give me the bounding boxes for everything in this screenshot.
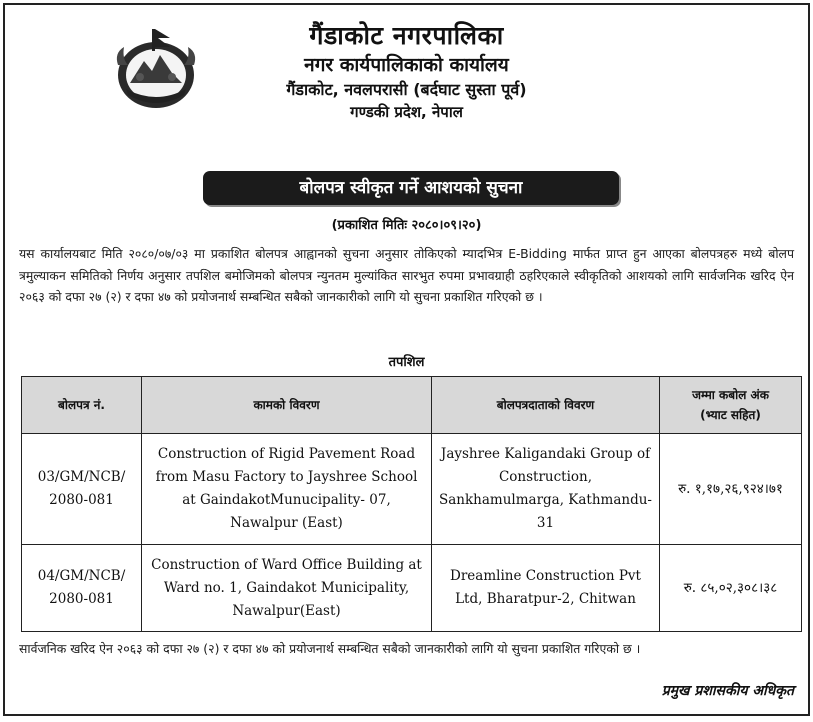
amount-cell: रु. १,१७,२६,९२४।७१ <box>660 434 802 545</box>
col-work-description: कामको विवरण <box>142 377 432 434</box>
bid-number-cell <box>22 545 142 632</box>
col-amount-vat: (भ्याट सहित) <box>700 408 761 422</box>
bid-number-line2: 2080-081 <box>49 492 114 508</box>
bidder-cell: Jayshree Kaligandaki Group of Construction, Sankhamulmarga, Kathmandu-31 <box>432 434 660 545</box>
amount-cell: रु. ८५,०२,३०८।३८ <box>660 545 802 632</box>
table-row <box>22 545 802 632</box>
notice-page <box>3 3 810 716</box>
col-amount-label: जम्मा कबोल अंक <box>692 388 769 402</box>
col-bid-no: बोलपत्र नं. <box>22 377 142 434</box>
office-name: नगर कार्यपालिकाको कार्यालय <box>304 54 509 76</box>
org-name: गैंडाकोट नगरपालिका <box>309 21 504 50</box>
table-header-row <box>22 377 802 434</box>
bid-number-cell <box>22 434 142 545</box>
province-country: गण्डकी प्रदेश, नेपाल <box>350 103 463 121</box>
signatory: प्रमुख प्रशासकीय अधिकृत <box>661 683 794 699</box>
published-date: (प्रकाशित मितिः २०८०।०९।२०) <box>331 218 482 233</box>
col-bidder: बोलपत्रदाताको विवरण <box>432 377 660 434</box>
bid-number-line1: 04/GM/NCB/ <box>37 568 126 584</box>
bid-number-line2: 2080-081 <box>49 591 114 607</box>
bid-number-line1: 03/GM/NCB/ <box>37 469 126 485</box>
bid-table <box>21 376 802 632</box>
table-heading: तपशिल <box>388 355 425 370</box>
col-amount <box>660 377 802 434</box>
work-description-cell: Construction of Rigid Pavement Road from Masu Factory to Jayshree School at GaindakotMunucipality- 07, Nawalpur (East) <box>142 434 432 545</box>
table-row <box>22 434 802 545</box>
work-description-cell: Construction of Ward Office Building at Ward no. 1, Gaindakot Municipality, Nawalpur(East) <box>142 545 432 632</box>
notice-body: यस कार्यालयबाट मिति २०८०/०७/०३ मा प्रकाशित बोलपत्र आह्वानको सुचना अनुसार तोकिएको म्यादभित्र E-Bidding मार्फत प्राप्त हुन आएका बोलपत्रहरु मध्ये बोलप त्रमुल्याकन समितिको निर्णय अनुसार तपशिल बमोजिमको बोलपत्र न्युनतम मुल्यांकित सारभुत रुपमा प्रभावग्राही ठहरिएकाले स्वीकृतिको आशयको लागि सार्वजनिक खरिद ऐन २०६३ को दफा २७ (२) र दफा ४७ को प्रयोजनार्थ सम्बन्धित सबैको जानकारीको लागि यो सुचना प्रकाशित गरिएको छ । <box>19 246 795 304</box>
office-address: गैंडाकोट, नवलपरासी (बर्दघाट सुस्ता पूर्व) <box>286 80 527 99</box>
notice-title: बोलपत्र स्वीकृत गर्ने आशयको सुचना <box>203 171 619 205</box>
letterhead <box>5 21 808 123</box>
footer-text: सार्वजनिक खरिद ऐन २०६३ को दफा २७ (२) र दफा ४७ को प्रयोजनार्थ सम्बन्धित सबैको जानकारीको लागि यो सुचना प्रकाशित गरिएको छ । <box>19 641 641 656</box>
bidder-cell: Dreamline Construction Pvt Ltd, Bharatpur-2, Chitwan <box>432 545 660 632</box>
